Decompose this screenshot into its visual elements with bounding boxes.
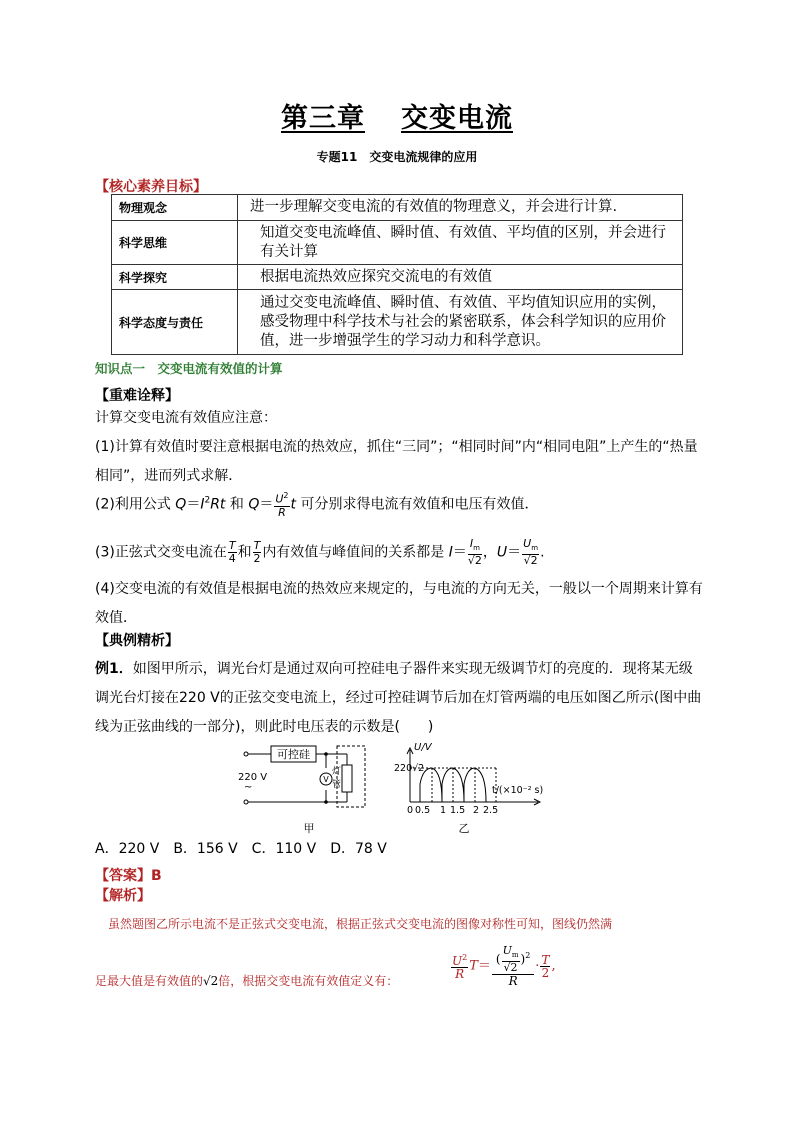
x-axis-label: t/(×10⁻² s) [492, 785, 544, 796]
goals-row [112, 195, 683, 221]
example-text: 如图甲所示，调光台灯是通过双向可控硅电子器件来实现无级调节灯的亮度的．现将某无级调光台灯接在220 V的正弦交变电流上，经过可控硅调节后加在灯管两端的电压如图乙所示(图中曲线为正弦曲线的一部分)，则此时电压表的示数是( ) [95, 661, 702, 735]
section-title: 知识点一 交变电流有效值的计算 [95, 361, 283, 376]
formula-im-over-root2: $\frac{I_m}{√2}$ [467, 537, 482, 568]
topic-title: 专题11 交变电流规律的应用 [316, 150, 478, 164]
x-tick: 0 [407, 805, 414, 816]
example-subheading: 【典例精析】 [95, 633, 179, 649]
goals-row [112, 265, 683, 290]
paragraph-2-start: (2)利用公式 [95, 496, 171, 513]
chapter-number: 第三章 [281, 103, 365, 134]
goals-heading: 【核心素养目标】 [95, 179, 207, 195]
paragraph-3: (3)正弦式交变电流在 $\frac{T}{4}$ 和 $\frac{T}{2}$ 内有效值与峰值间的关系都是 I＝ $\frac{I_m}{√2}$ ，U＝ $\frac{U_m}{√2}$ . [95, 537, 545, 568]
voltmeter-label: V [323, 775, 329, 784]
lamp-label-1: 灯 [332, 767, 342, 777]
goals-key: 科学思维 [112, 221, 238, 265]
analysis-line-2-end: 倍，根据交变电流有效值定义有： [218, 974, 399, 988]
rms-formula: $\frac{U^2}{R}$ T＝ ( $\frac{U_m}{√2}$ )$^2$ R · $\frac{T}{2}$ , [452, 944, 556, 989]
goals-table [111, 194, 683, 355]
paragraph-2-end: 可分别求得电流有效值和电压有效值． [300, 496, 539, 513]
goals-value: 根据电流热效应探究交流电的有效值 [238, 265, 683, 290]
example-label: 例1． [95, 661, 133, 677]
goals-key: 科学态度与责任 [112, 290, 238, 355]
controller-label: 可控硅 [277, 748, 310, 761]
paragraph-1: (1)计算有效值时要注意根据电流的热效应，抓住“三同”；“相同时间”内“相同电阻”上产生的“热量相同”，进而列式求解． [95, 439, 698, 484]
formula-t-over-4: $\frac{T}{4}$ [228, 539, 236, 566]
goals-value: 进一步理解交变电流的有效值的物理意义，并会进行计算. [238, 195, 683, 221]
source-label: 220 V [238, 772, 268, 783]
x-tick: 0.5 [415, 805, 431, 816]
chapter-name: 交变电流 [401, 103, 513, 134]
goals-row [112, 290, 683, 355]
analysis-line-1: 虽然题图乙所示电流不是正弦式交变电流，根据正弦式交变电流的图像对称性可知，图线仍然满 [108, 917, 613, 931]
goals-row [112, 221, 683, 265]
y-axis-label: U/V [414, 742, 432, 753]
x-tick: 2.5 [483, 805, 499, 816]
example-question [95, 655, 703, 742]
section-intro: 计算交变电流有效值应注意： [95, 410, 277, 426]
figure-caption-right: 乙 [458, 822, 470, 835]
paragraph-3-and: 和 [237, 544, 252, 561]
formula-t-over-2: $\frac{T}{2}$ [253, 539, 261, 566]
paragraph-3-mid: 内有效值与峰值间的关系都是 [262, 544, 445, 561]
x-tick: 2 [473, 805, 480, 816]
figure-caption-left: 甲 [303, 822, 315, 835]
formula-u2-over-r: $\frac{U^2}{R}$ [275, 491, 289, 519]
paragraph-2: (2)利用公式 $Q=I^2Rt$ 和 Q＝ $\frac{U^2}{R}$ t 可分别求得电流有效值和电压有效值． [95, 491, 539, 519]
goals-key: 物理观念 [112, 195, 238, 221]
formula-q-i: Q [175, 496, 187, 513]
analysis-heading: 【解析】 [95, 888, 151, 904]
chapter-title [0, 96, 794, 135]
analysis-line-2: 足最大值是有效值的√2倍，根据交变电流有效值定义有： [95, 974, 399, 988]
x-tick: 1.5 [450, 805, 466, 816]
analysis-line-2-start: 足最大值是有效值的 [95, 974, 204, 988]
section-subheading: 【重难诠释】 [95, 388, 179, 404]
x-tick: 1 [440, 805, 447, 816]
paragraph-3-start: (3)正弦式交变电流在 [95, 544, 227, 561]
answer: 【答案】B [95, 868, 162, 884]
example-options: A．220 V B．156 V C．110 V D．78 V [95, 841, 387, 857]
paragraph-4: (4)交变电流的有效值是根据电流的热效应来规定的，与电流的方向无关，一般以一个周期来计算有效值． [95, 581, 703, 626]
goals-value: 通过交变电流峰值、瞬时值、有效值、平均值知识应用的实例，感受物理中科学技术与社会的紧密联系，体会科学知识的应用价值，进一步增强学生的学习动力和科学意识。 [238, 290, 683, 355]
goals-key: 科学探究 [112, 265, 238, 290]
formula-um-over-root2: $\frac{U_m}{√2}$ [523, 537, 539, 568]
goals-value: 知道交变电流峰值、瞬时值、有效值、平均值的区别，并会进行有关计算 [238, 221, 683, 265]
circuit-figure [234, 740, 384, 845]
lamp-label-2: 管 [332, 780, 342, 790]
paragraph-2-and: 和 [229, 496, 244, 513]
svg-text:~: ~ [244, 782, 253, 793]
voltage-graph [394, 736, 558, 836]
peak-label: 220√2 [394, 763, 425, 774]
